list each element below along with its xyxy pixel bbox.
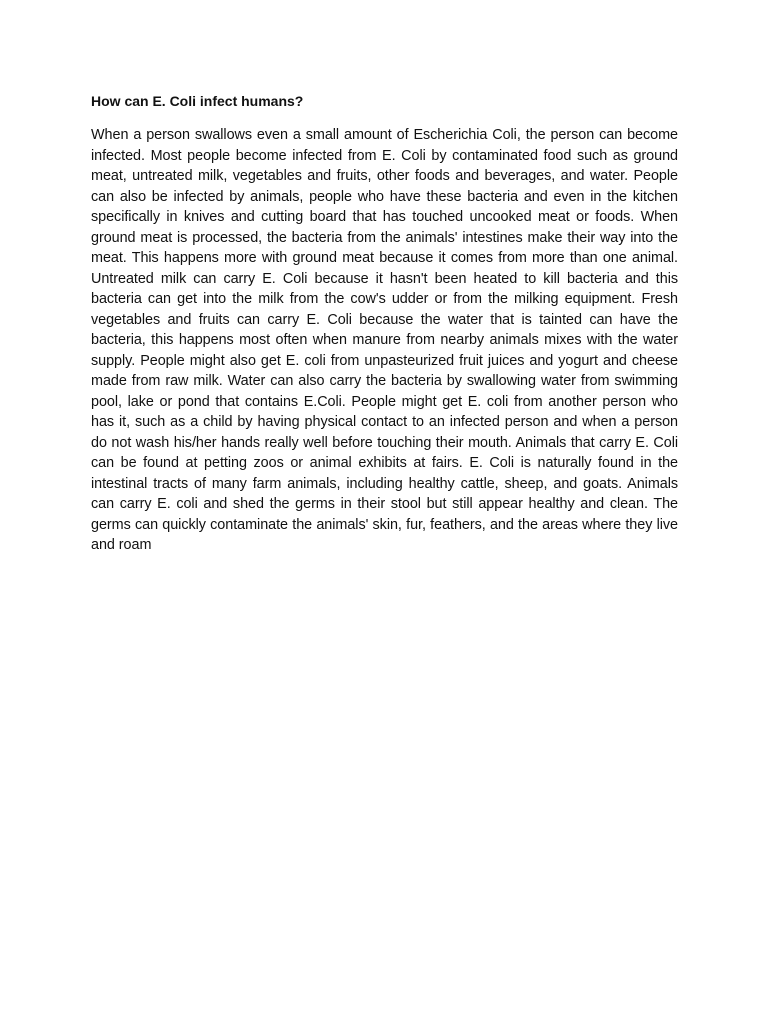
document-paragraph: When a person swallows even a small amount of Escherichia Coli, the person can become infected. Most people become infected from E. Coli by contaminated food such as ground meat, untreated milk, vegetables and fruits, other foods and beverages, and water. People can also be infected by animals, people who have these bacteria and even in the kitchen specifically in knives and cutting board that has touched uncooked meat or foods. When ground meat is processed, the bacteria from the animals' intestines make their way into the meat. This happens more with ground meat because it comes from more than one animal. Untreated milk can carry E. Coli because it hasn't been heated to kill bacteria and this bacteria can get into the milk from the cow's udder or from the milking equipment. Fresh vegetables and fruits can carry E. Coli because the water that is tainted can have the bacteria, this happens most often when manure from nearby animals mixes with the water supply. People might also get E. coli from unpasteurized fruit juices and yogurt and cheese made from raw milk. Water can also carry the bacteria by swallowing water from swimming pool, lake or pond that contains E.Coli. People might get E. coli from another person who has it, such as a child by having physical contact to an infected person and when a person do not wash his/her hands really well before touching their mouth. Animals that carry E. Coli can be found at petting zoos or animal exhibits at fairs. E. Coli is naturally found in the intestinal tracts of many farm animals, including healthy cattle, sheep, and goats. Animals can carry E. coli and shed the germs in their stool but still appear healthy and clean. The germs can quickly contaminate the animals' skin, fur, feathers, and the areas where they live and roam xyxy=(91,127,678,553)
document-body xyxy=(91,91,678,556)
document-heading: How can E. Coli infect humans? xyxy=(91,93,304,109)
